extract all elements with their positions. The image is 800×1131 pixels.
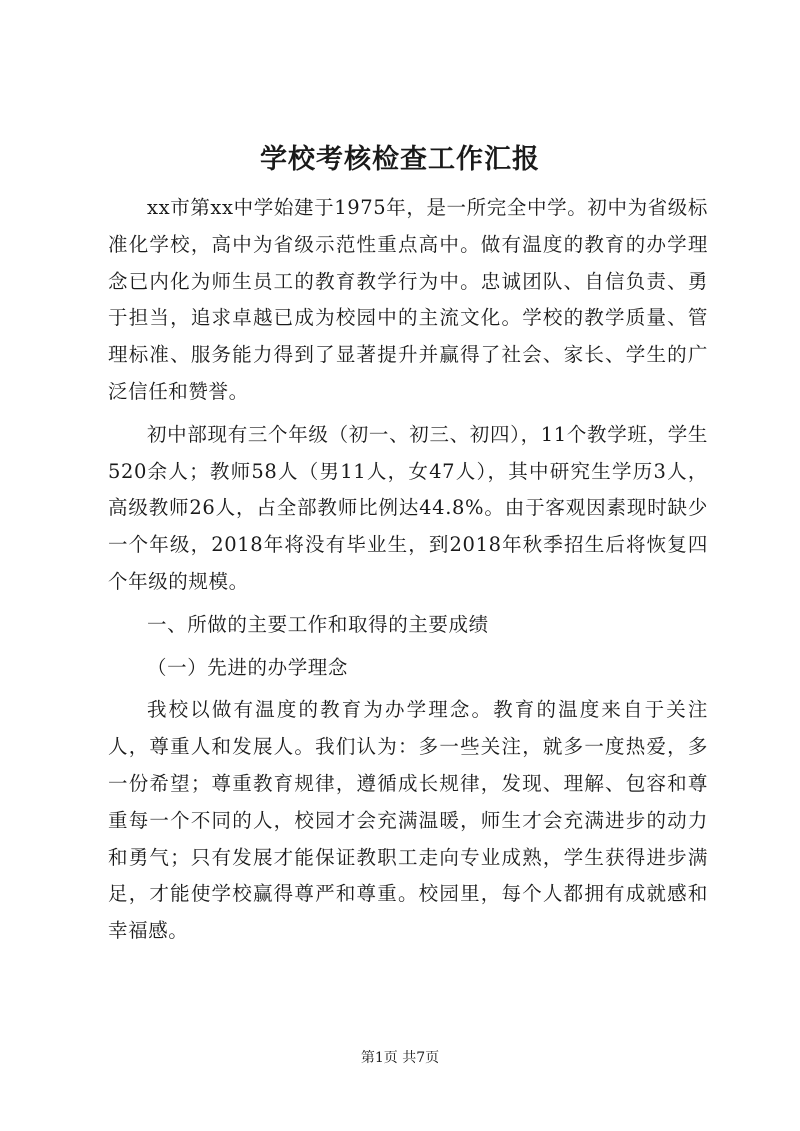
document-body [108, 190, 708, 950]
philosophy-paragraph: 我校以做有温度的教育为办学理念。教育的温度来自于关注人，尊重人和发展人。我们认为：多一些关注，就多一度热爱，多一份希望；尊重教育规律，遵循成长规律，发现、理解、包容和尊重每一个不同的人，校园才会充满温暖，师生才会充满进步的动力和勇气；只有发展才能保证教职工走向专业成熟，学生获得进步满足，才能使学校赢得尊严和尊重。校园里，每个人都拥有成就感和幸福感。 [108, 698, 708, 943]
intro-paragraph: xx市第xx中学始建于1975年，是一所完全中学。初中为省级标准化学校，高中为省级示范性重点高中。做有温度的教育的办学理念已内化为师生员工的教育教学行为中。忠诚团队、自信负责、勇于担当，追求卓越已成为校园中的主流文化。学校的教学质量、管理标准、服务能力得到了显著提升并赢得了社会、家长、学生的广泛信任和赞誉。 [108, 196, 708, 403]
subsection-heading: （一）先进的办学理念 [147, 655, 349, 679]
document-title: 学校考核检查工作汇报 [260, 144, 540, 175]
junior-department-paragraph: 初中部现有三个年级（初一、初三、初四），11个教学班，学生520余人；教师58人（男11人，女47人），其中研究生学历3人，高级教师26人，占全部教师比例达44.8%。由于客观因素现时缺少一个年级，2018年将没有毕业生，到2018年秋季招生后将恢复四个年级的规模。 [108, 422, 708, 593]
page-number: 第1页 共7页 [360, 1050, 440, 1066]
section-heading: 一、所做的主要工作和取得的主要成绩 [147, 612, 489, 636]
